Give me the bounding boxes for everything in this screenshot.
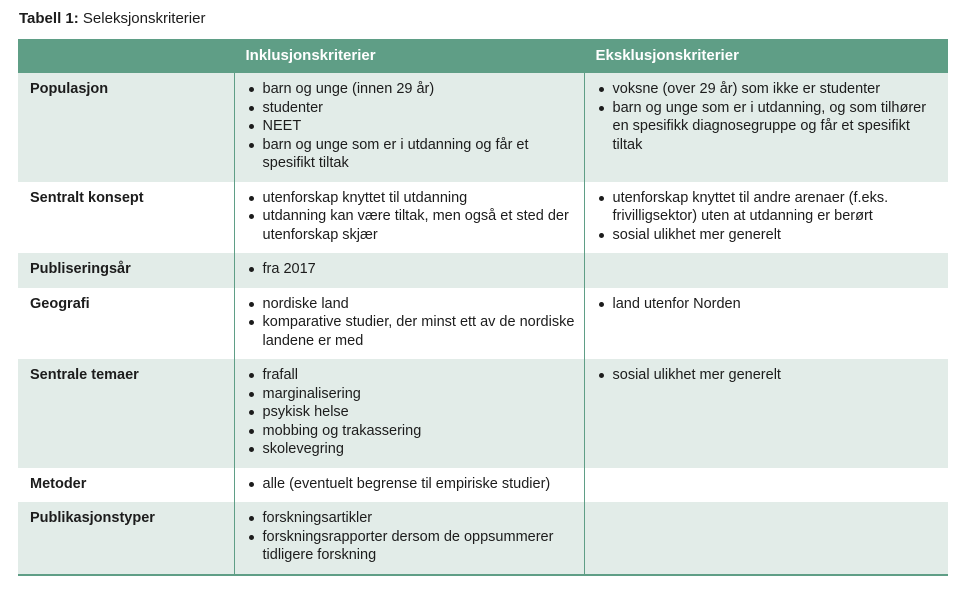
list-item: marginalisering (247, 385, 576, 404)
list-item: studenter (247, 99, 576, 118)
list-item: skolevegring (247, 440, 576, 459)
exclusion-criteria-list (597, 366, 941, 385)
list-item: voksne (over 29 år) som ikke er studenter (597, 80, 941, 99)
table-row (18, 359, 948, 468)
row-label: Sentrale temaer (18, 359, 234, 468)
row-label: Publiseringsår (18, 253, 234, 288)
exclusion-criteria-cell (584, 73, 948, 182)
table-row (18, 73, 948, 182)
inclusion-criteria-list (247, 260, 576, 279)
exclusion-criteria-cell (584, 468, 948, 503)
inclusion-criteria-cell (234, 502, 584, 575)
inclusion-criteria-cell (234, 288, 584, 360)
list-item: utdanning kan være tiltak, men også et sted der utenforskap skjær (247, 207, 576, 244)
exclusion-criteria-cell (584, 359, 948, 468)
table-caption-title: Seleksjonskriterier (82, 10, 206, 27)
list-item: nordiske land (247, 295, 576, 314)
row-label: Populasjon (18, 73, 234, 182)
list-item: forskningsartikler (247, 509, 576, 528)
exclusion-criteria-cell (584, 253, 948, 288)
table-caption (19, 9, 205, 29)
header-inclusion-column: Inklusjonskriterier (234, 39, 584, 73)
exclusion-criteria-list (597, 295, 941, 314)
list-item: forskningsrapporter dersom de oppsummerer tidligere forskning (247, 528, 576, 565)
table-row (18, 288, 948, 360)
header-exclusion-column: Eksklusjonskriterier (584, 39, 948, 73)
row-label: Sentralt konsept (18, 182, 234, 254)
list-item: frafall (247, 366, 576, 385)
list-item: sosial ulikhet mer generelt (597, 226, 941, 245)
table-row (18, 502, 948, 575)
inclusion-criteria-list (247, 295, 576, 351)
list-item: barn og unge som er i utdanning og får et spesifikt tiltak (247, 136, 576, 173)
list-item: NEET (247, 117, 576, 136)
table-body (18, 73, 948, 575)
table-header-row (18, 39, 948, 73)
list-item: psykisk helse (247, 403, 576, 422)
exclusion-criteria-list (597, 80, 941, 154)
exclusion-criteria-list (597, 189, 941, 245)
inclusion-criteria-cell (234, 468, 584, 503)
row-label: Publikasjonstyper (18, 502, 234, 575)
list-item: barn og unge (innen 29 år) (247, 80, 576, 99)
inclusion-criteria-cell (234, 182, 584, 254)
exclusion-criteria-cell (584, 182, 948, 254)
list-item: komparative studier, der minst ett av de nordiske landene er med (247, 313, 576, 350)
inclusion-criteria-list (247, 189, 576, 245)
inclusion-criteria-cell (234, 73, 584, 182)
inclusion-criteria-list (247, 475, 576, 494)
table-row (18, 468, 948, 503)
list-item: land utenfor Norden (597, 295, 941, 314)
inclusion-criteria-list (247, 366, 576, 459)
list-item: fra 2017 (247, 260, 576, 279)
list-item: barn og unge som er i utdanning, og som tilhører en spesifikk diagnosegruppe og får et spesifikt tiltak (597, 99, 941, 155)
exclusion-criteria-cell (584, 288, 948, 360)
table-row (18, 253, 948, 288)
list-item: alle (eventuelt begrense til empiriske studier) (247, 475, 576, 494)
header-label-column (18, 39, 234, 73)
list-item: utenforskap knyttet til utdanning (247, 189, 576, 208)
row-label: Geografi (18, 288, 234, 360)
exclusion-criteria-cell (584, 502, 948, 575)
selection-criteria-table (18, 39, 948, 576)
list-item: sosial ulikhet mer generelt (597, 366, 941, 385)
inclusion-criteria-cell (234, 359, 584, 468)
list-item: utenforskap knyttet til andre arenaer (f.eks. frivilligsektor) uten at utdanning er berørt (597, 189, 941, 226)
list-item: mobbing og trakassering (247, 422, 576, 441)
inclusion-criteria-list (247, 509, 576, 565)
table-caption-number: Tabell 1: (19, 10, 79, 27)
table-row (18, 182, 948, 254)
inclusion-criteria-list (247, 80, 576, 173)
inclusion-criteria-cell (234, 253, 584, 288)
row-label: Metoder (18, 468, 234, 503)
